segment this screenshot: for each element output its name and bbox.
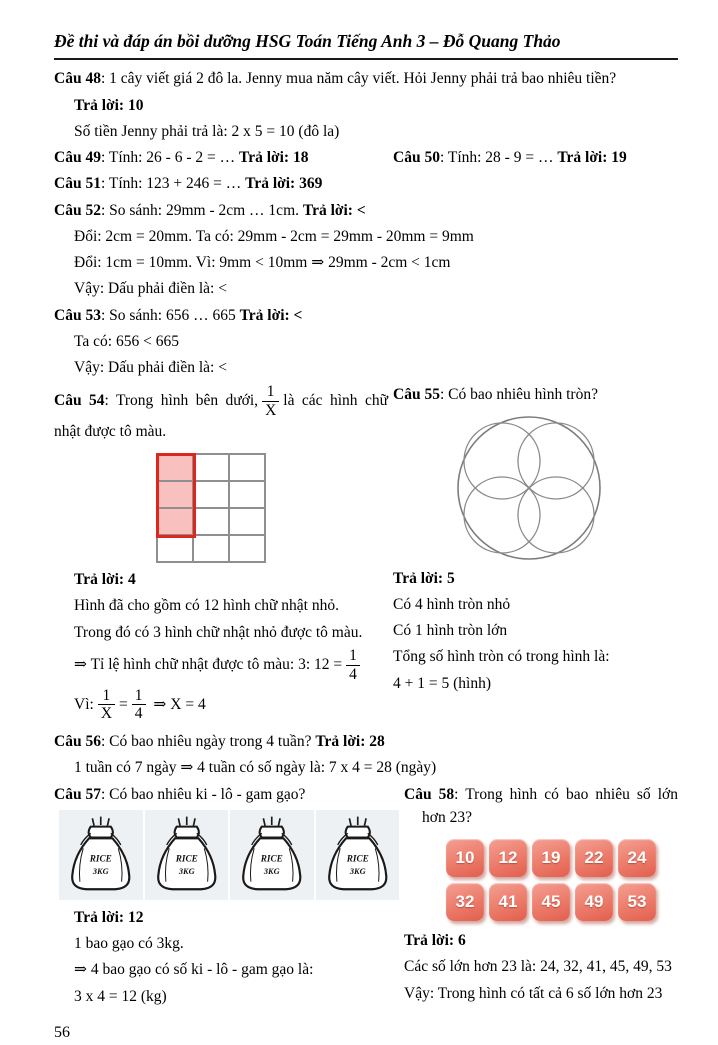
grid-cell-shaded bbox=[157, 481, 193, 508]
question-54-column bbox=[54, 383, 388, 726]
grid-cell bbox=[229, 535, 265, 562]
solution-line: 1 tuần có 7 ngày ⇒ 4 tuần có số ngày là: 7 x 4 = 28 (ngày) bbox=[74, 759, 437, 777]
question-text: : 1 cây viết giá 2 đô la. Jenny mua năm cây viết. Hỏi Jenny phải trả bao nhiêu tiền? bbox=[100, 70, 617, 88]
question-48 bbox=[54, 67, 678, 90]
answer-label: Trả lời: bbox=[404, 932, 455, 950]
question-text: : Có bao nhiêu ki - lô - gam gạo? bbox=[100, 785, 306, 803]
answer-value: 12 bbox=[127, 908, 144, 926]
question-text: : Trong hình có bao nhiêu số lớn hơn 23? bbox=[422, 785, 678, 826]
solution-line: Có 1 hình tròn lớn bbox=[393, 622, 508, 639]
question-label: Câu 50 bbox=[393, 149, 440, 166]
grid-figure bbox=[156, 453, 266, 563]
question-53 bbox=[54, 304, 678, 327]
solution-line: Vậy: Dấu phải điền là: < bbox=[74, 280, 227, 298]
answer-value: 28 bbox=[369, 733, 385, 751]
question-58-column bbox=[399, 783, 678, 1008]
rice-bag-label: RICE bbox=[89, 853, 112, 864]
question-label: Câu 49 bbox=[54, 149, 101, 166]
answer-value: 5 bbox=[446, 569, 455, 587]
answer-label: Trả lời: bbox=[315, 733, 366, 751]
page-number: 56 bbox=[54, 1023, 70, 1041]
question-text: : Trong hình bên dưới, bbox=[104, 392, 259, 410]
answer-label: Trả lời: bbox=[74, 908, 125, 926]
answer-line-55 bbox=[393, 567, 678, 590]
question-label: Câu 56 bbox=[54, 733, 101, 751]
answer-value: 18 bbox=[292, 149, 309, 166]
question-label: Câu 57 bbox=[54, 785, 101, 803]
solution-line: 4 + 1 = 5 (hình) bbox=[393, 674, 491, 692]
solution-line: Vì: $\frac{1}{X}$ = $\frac{1}{4}$ ⇒ X = 4 bbox=[74, 686, 206, 723]
answer-line-54 bbox=[54, 568, 388, 591]
solution-line: Trong đó có 3 hình chữ nhật nhỏ được tô màu. bbox=[74, 623, 363, 641]
fraction: $\frac{1}{4}$ bbox=[132, 687, 146, 724]
rice-bag-label: RICE bbox=[175, 853, 198, 864]
grid-cell-shaded bbox=[157, 508, 193, 535]
solution-line: 3 x 4 = 12 (kg) bbox=[74, 987, 167, 1005]
grid-cell bbox=[229, 454, 265, 481]
question-50 bbox=[388, 146, 678, 169]
rice-bag-label: RICE bbox=[346, 853, 369, 864]
answer-label: Trả lời: bbox=[239, 306, 290, 324]
question-label: Câu 55 bbox=[393, 386, 440, 404]
question-55-column bbox=[388, 383, 678, 698]
answer-label: Trả lời: bbox=[557, 149, 608, 166]
question-text: : Tính: 26 - 6 - 2 = … bbox=[100, 149, 236, 166]
grid-cell bbox=[193, 454, 229, 481]
grid-cell bbox=[193, 481, 229, 508]
number-tile: 41 bbox=[489, 883, 527, 921]
solution-line: ⇒ Tỉ lệ hình chữ nhật được tô màu: 3: 12 = $\frac{1}{4}$ bbox=[54, 647, 388, 684]
answer-value: 4 bbox=[127, 571, 136, 589]
rice-bag-weight: 3KG bbox=[92, 867, 109, 877]
solution-line: ⇒ 4 bao gạo có số ki - lô - gam gạo là: bbox=[74, 961, 314, 979]
answer-value: < bbox=[293, 306, 303, 324]
number-tile: 19 bbox=[532, 839, 570, 877]
question-51 bbox=[54, 172, 678, 195]
rice-bag-weight: 3KG bbox=[178, 867, 195, 877]
grid-cell bbox=[229, 481, 265, 508]
circles-figure bbox=[423, 413, 635, 563]
answer-value: < bbox=[356, 201, 366, 219]
number-tile: 12 bbox=[489, 839, 527, 877]
question-row-49-50 bbox=[54, 146, 678, 172]
grid-cell bbox=[229, 508, 265, 535]
solution-line: Đổi: 1cm = 10mm. Vì: 9mm < 10mm ⇒ 29mm - 2cm < 1cm bbox=[74, 254, 451, 271]
question-49 bbox=[54, 146, 388, 169]
small-circle bbox=[518, 477, 594, 553]
answer-value: 19 bbox=[611, 149, 627, 166]
answer-line-48 bbox=[54, 94, 678, 117]
question-label: Câu 58 bbox=[404, 785, 455, 803]
solution-line: Hình đã cho gồm có 12 hình chữ nhật nhỏ. bbox=[74, 597, 339, 615]
solution-line: Số tiền Jenny phải trả là: 2 x 5 = 10 (đô la) bbox=[74, 122, 340, 140]
answer-label: Trả lời: bbox=[74, 96, 125, 114]
page-header-title: Đề thi và đáp án bồi dưỡng HSG Toán Tiếng Anh 3 – Đỗ Quang Thảo bbox=[54, 28, 678, 60]
grid-cell-shaded bbox=[157, 454, 193, 481]
question-58 bbox=[404, 783, 678, 830]
rice-bag bbox=[145, 810, 229, 900]
number-tile: 10 bbox=[446, 839, 484, 877]
solution-line: Tổng số hình tròn có trong hình là: bbox=[393, 648, 610, 666]
question-text: : Có bao nhiêu ngày trong 4 tuần? bbox=[100, 733, 312, 751]
number-tiles-figure bbox=[446, 839, 678, 921]
solution-line: Có 4 hình tròn nhỏ bbox=[393, 595, 511, 613]
question-label: Câu 54 bbox=[54, 392, 105, 410]
question-row-54-55 bbox=[54, 383, 678, 726]
question-55 bbox=[393, 383, 678, 406]
rice-bag-weight: 3KG bbox=[349, 867, 366, 877]
answer-label: Trả lời: bbox=[239, 149, 290, 166]
answer-label: Trả lời: bbox=[245, 175, 296, 193]
question-text: : Có bao nhiêu hình tròn? bbox=[439, 386, 598, 404]
question-label: Câu 51 bbox=[54, 175, 101, 193]
grid-cell bbox=[193, 535, 229, 562]
answer-line-58 bbox=[404, 929, 678, 952]
question-row-57-58 bbox=[54, 783, 678, 1011]
answer-line-57 bbox=[54, 906, 399, 929]
tile-row bbox=[446, 883, 678, 921]
tile-row bbox=[446, 839, 678, 877]
rice-bags-figure bbox=[59, 810, 399, 900]
question-text: : So sánh: 29mm - 2cm … 1cm. bbox=[100, 201, 299, 219]
rice-bag bbox=[316, 810, 400, 900]
number-tile: 53 bbox=[618, 883, 656, 921]
solution-line: Vậy: Dấu phải điền là: < bbox=[74, 359, 227, 376]
question-label: Câu 53 bbox=[54, 306, 101, 324]
number-tile: 49 bbox=[575, 883, 613, 921]
solution-line: 1 bao gạo có 3kg. bbox=[74, 935, 184, 953]
question-52 bbox=[54, 199, 678, 222]
question-text: : Tính: 123 + 246 = … bbox=[100, 175, 242, 193]
answer-value: 10 bbox=[127, 96, 144, 114]
answer-value: 369 bbox=[299, 175, 323, 193]
number-tile: 45 bbox=[532, 883, 570, 921]
answer-value: 6 bbox=[457, 932, 466, 950]
answer-label: Trả lời: bbox=[74, 571, 125, 589]
answer-label: Trả lời: bbox=[393, 569, 444, 587]
solution-line: Vậy: Trong hình có tất cả 6 số lớn hơn 23 bbox=[404, 984, 663, 1002]
rice-bag-label: RICE bbox=[260, 853, 283, 864]
rice-bag bbox=[59, 810, 143, 900]
rectangle-grid bbox=[157, 454, 265, 562]
question-text: là các hình chữ nhật được tô màu. bbox=[54, 392, 388, 440]
fraction: $\frac{1}{4}$ bbox=[346, 647, 360, 684]
fraction: $\frac{1}{X}$ bbox=[98, 687, 115, 724]
rice-bag bbox=[230, 810, 314, 900]
question-text: : So sánh: 656 … 665 bbox=[100, 306, 236, 324]
grid-cell bbox=[157, 535, 193, 562]
question-54 bbox=[54, 383, 388, 443]
question-56 bbox=[54, 730, 678, 753]
question-label: Câu 52 bbox=[54, 201, 101, 219]
grid-cell bbox=[193, 508, 229, 535]
answer-label: Trả lời: bbox=[302, 201, 353, 219]
question-label: Câu 48 bbox=[54, 70, 101, 88]
number-tile: 22 bbox=[575, 839, 613, 877]
question-text: : Tính: 28 - 9 = … bbox=[439, 149, 554, 166]
number-tile: 24 bbox=[618, 839, 656, 877]
question-57 bbox=[54, 783, 399, 806]
solution-line: Đổi: 2cm = 20mm. Ta có: 29mm - 2cm = 29mm - 20mm = 9mm bbox=[74, 227, 474, 245]
rice-bag-weight: 3KG bbox=[263, 867, 280, 877]
number-tile: 32 bbox=[446, 883, 484, 921]
solution-line: Các số lớn hơn 23 là: 24, 32, 41, 45, 49, 53 bbox=[404, 958, 672, 976]
question-57-column bbox=[54, 783, 399, 1011]
solution-line: Ta có: 656 < 665 bbox=[74, 332, 179, 350]
fraction: $\frac{1}{X}$ bbox=[262, 383, 279, 420]
